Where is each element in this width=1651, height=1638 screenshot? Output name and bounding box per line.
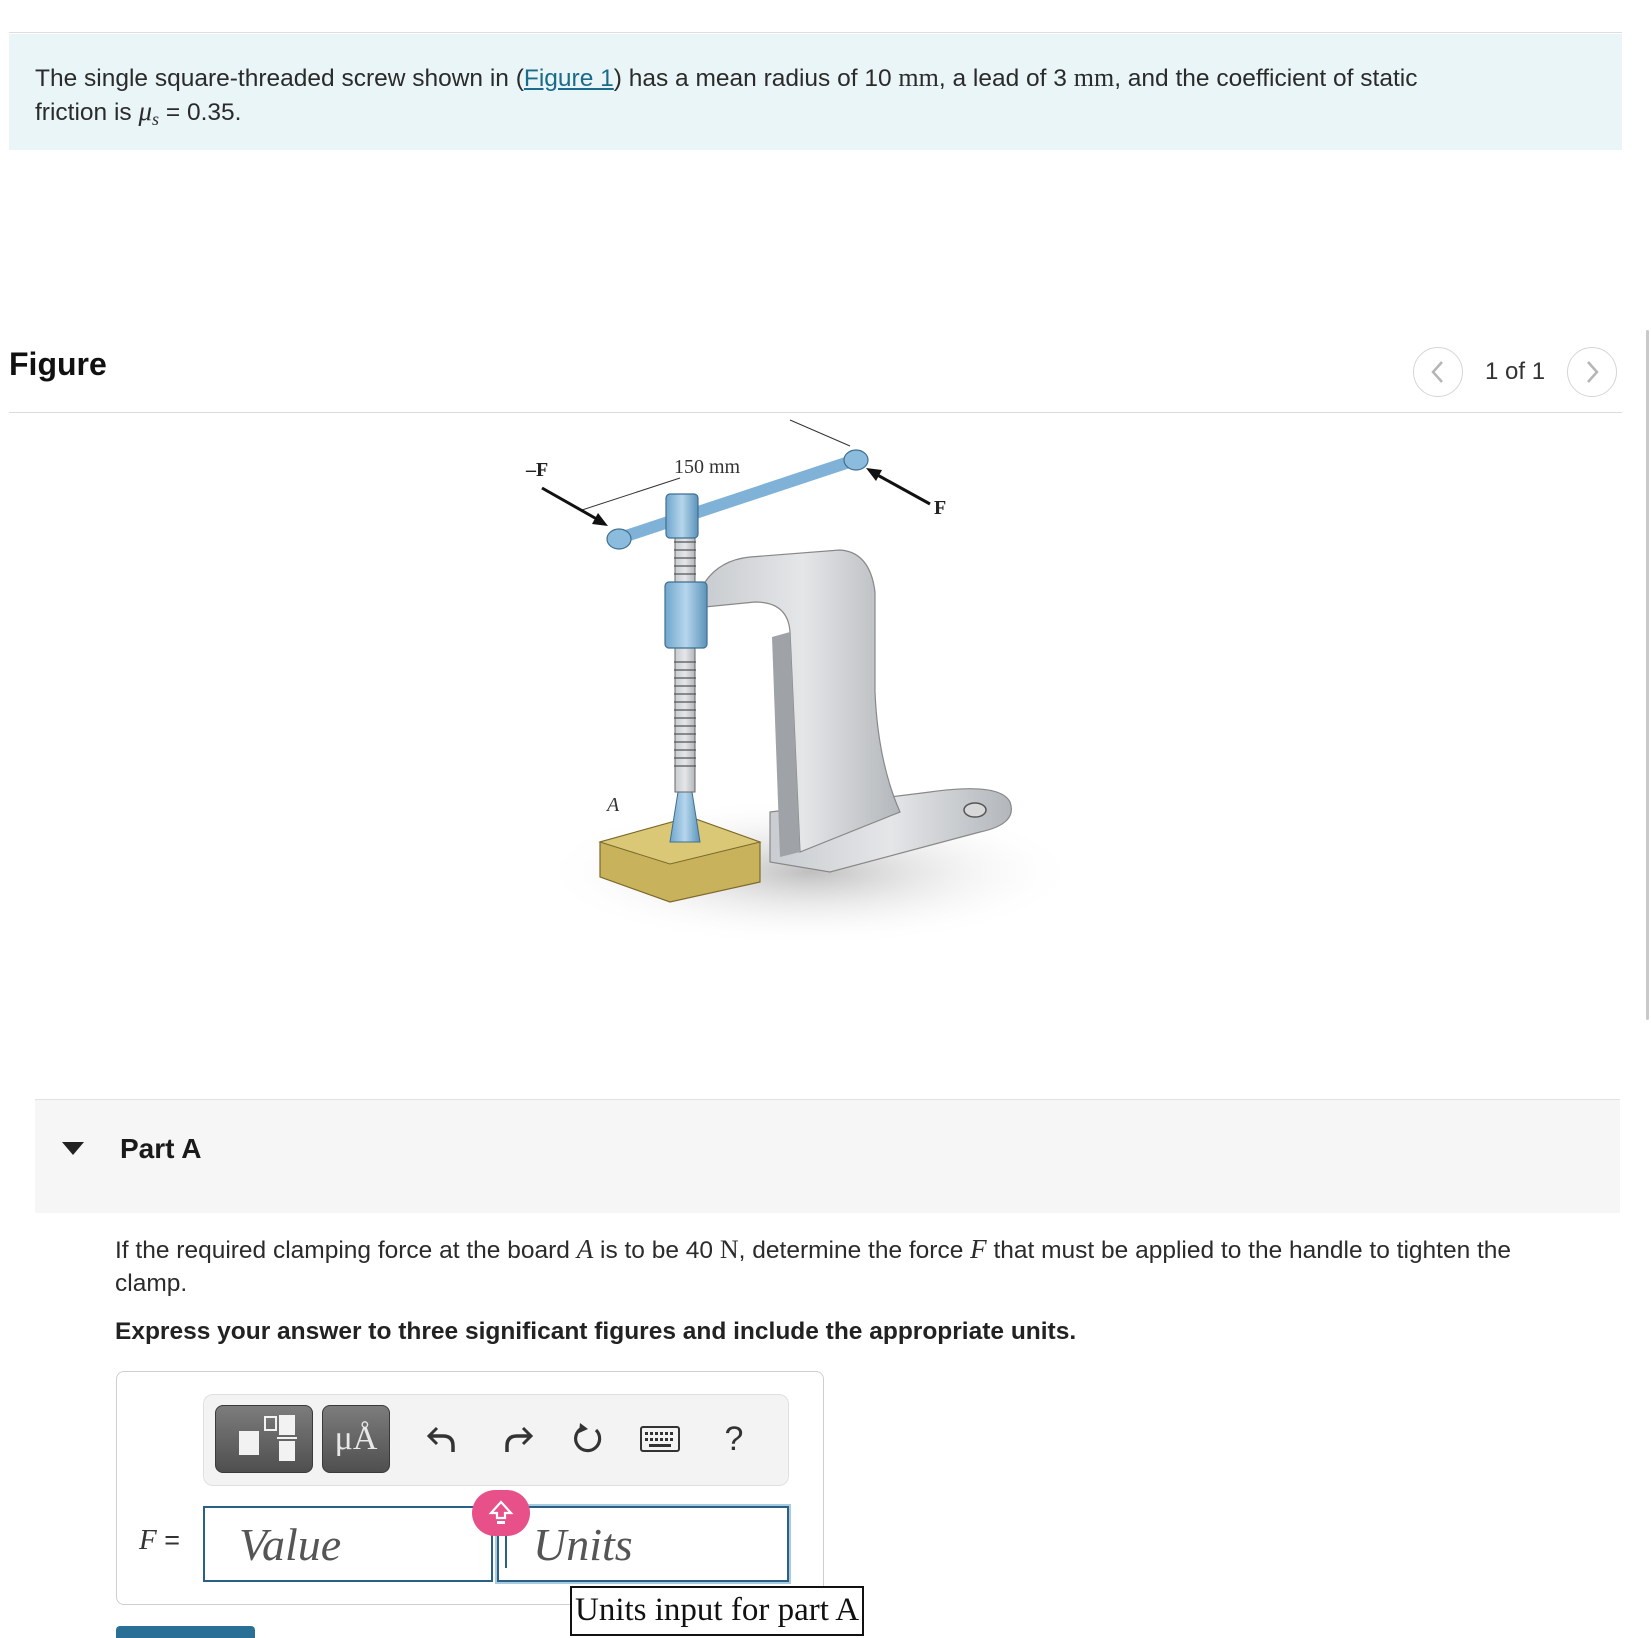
unit-mm-lead: mm <box>1073 63 1115 92</box>
screw-foot <box>670 792 700 842</box>
next-figure-button[interactable] <box>1567 347 1617 397</box>
dimension-line-left <box>582 478 680 510</box>
screw-collar <box>665 582 707 648</box>
problem-text-4: , and the coefficient of static <box>1114 65 1418 92</box>
collapse-caret-icon[interactable] <box>62 1142 84 1155</box>
q-var-f: F <box>970 1234 987 1264</box>
reset-button[interactable] <box>562 1413 614 1465</box>
answer-equals: = <box>156 1525 180 1555</box>
page-scrollbar[interactable] <box>1646 330 1649 1020</box>
keyboard-icon <box>640 1426 680 1452</box>
clamp-figure <box>526 432 1080 962</box>
dimension-label: 150 mm <box>674 456 741 478</box>
q-text-4: that must be applied to the handle to tighten the <box>986 1237 1512 1264</box>
mu-subscript: s <box>152 109 160 129</box>
part-a-title: Part A <box>120 1133 202 1164</box>
answer-var-name: F <box>139 1524 157 1556</box>
force-label: F <box>934 497 947 519</box>
shift-arrow-icon <box>488 1499 514 1527</box>
dimension-line-right <box>790 420 850 446</box>
figure-heading: Figure <box>9 346 107 382</box>
templates-button[interactable] <box>215 1405 313 1473</box>
prev-figure-button[interactable] <box>1413 347 1463 397</box>
answer-box <box>116 1371 824 1605</box>
templates-icon <box>229 1411 299 1467</box>
problem-text-5: friction is <box>35 99 139 126</box>
force-arrow-left <box>542 488 602 522</box>
value-input[interactable] <box>203 1506 493 1582</box>
problem-text-2: ) has a mean radius of 10 <box>613 65 899 92</box>
unit-mm-radius: mm <box>898 63 939 92</box>
base-bolt <box>964 803 986 817</box>
problem-text-3: , a lead of 3 <box>938 65 1074 92</box>
q-text-3: , determine the force <box>738 1237 971 1264</box>
q-unit-n: N <box>719 1235 739 1264</box>
mu-symbol: μ <box>138 96 153 126</box>
units-input[interactable] <box>497 1506 789 1582</box>
problem-text-1: The single square-threaded screw shown in ( <box>35 65 524 92</box>
part-a-header[interactable] <box>35 1099 1620 1213</box>
keyboard-button[interactable] <box>634 1413 686 1465</box>
figure-navigation <box>1413 347 1617 397</box>
undo-icon <box>425 1422 459 1456</box>
part-a-question <box>115 1233 1625 1300</box>
figure-divider <box>9 412 1622 413</box>
point-a-label: A <box>607 794 620 816</box>
q-text-1: If the required clamping force at the board <box>115 1237 577 1264</box>
shift-toggle-button[interactable] <box>472 1490 530 1536</box>
handle-end-right <box>844 450 868 470</box>
chevron-right-icon <box>1583 359 1601 385</box>
arrowhead-left <box>592 513 608 526</box>
units-symbols-label: μÅ <box>334 1420 378 1457</box>
redo-icon <box>501 1422 535 1456</box>
submit-button[interactable] <box>116 1626 255 1638</box>
q-text-2: is to be 40 <box>593 1237 720 1264</box>
q-text-5: clamp. <box>115 1270 188 1297</box>
top-divider <box>9 32 1622 33</box>
units-symbols-button[interactable] <box>322 1405 390 1473</box>
screw-head <box>666 494 698 538</box>
answer-instruction: Express your answer to three significant figures and include the appropriate units. <box>115 1318 1077 1345</box>
units-input-tooltip: Units input for part A <box>570 1586 864 1636</box>
mu-value: = 0.35. <box>159 99 242 126</box>
figure-counter: 1 of 1 <box>1485 358 1546 385</box>
handle-end-left <box>607 529 631 549</box>
chevron-left-icon <box>1429 359 1447 385</box>
figure-link[interactable]: Figure 1 <box>523 65 614 92</box>
problem-statement <box>9 34 1622 150</box>
undo-button[interactable] <box>416 1413 468 1465</box>
help-button[interactable]: ? <box>724 1419 744 1458</box>
redo-button[interactable] <box>492 1413 544 1465</box>
reset-icon <box>570 1421 606 1457</box>
math-toolbar <box>203 1394 789 1486</box>
q-var-a: A <box>576 1234 594 1264</box>
force-arrow-right <box>872 472 930 504</box>
answer-variable-label <box>139 1524 180 1557</box>
neg-force-label: –F <box>526 459 549 481</box>
